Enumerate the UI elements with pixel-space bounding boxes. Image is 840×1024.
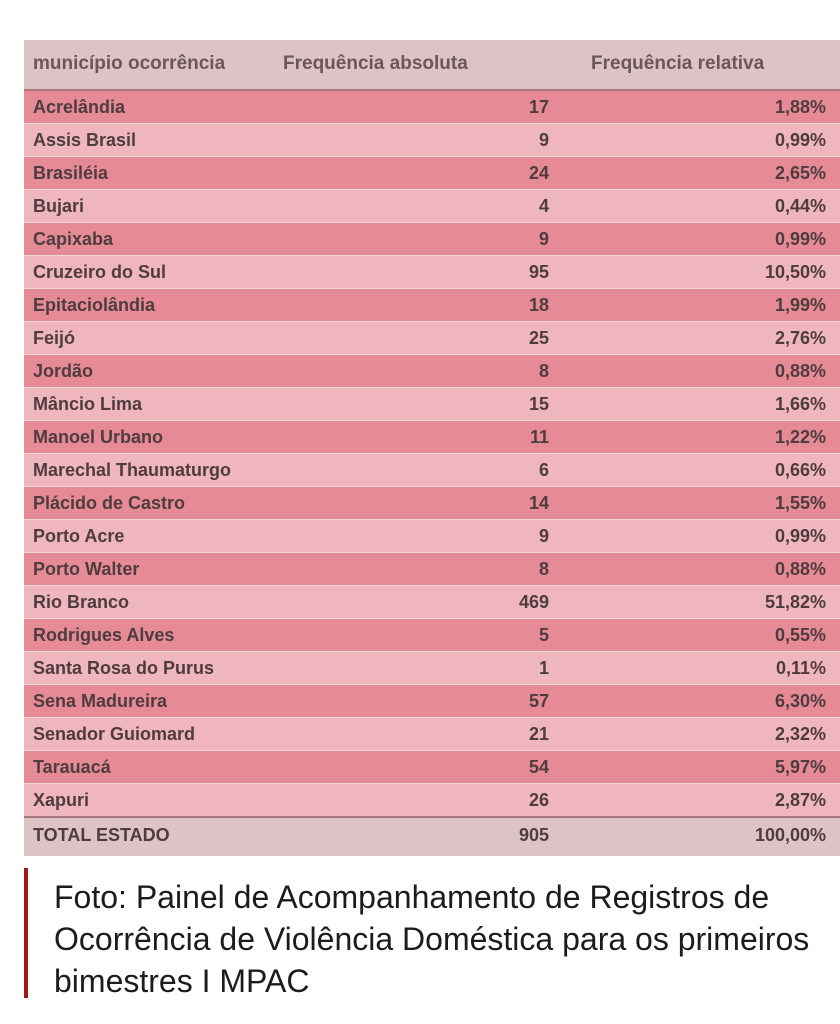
- cell-frequencia-absoluta: 95: [279, 256, 549, 289]
- cell-frequencia-relativa: 0,66%: [549, 454, 840, 487]
- cell-frequencia-absoluta: 1: [279, 652, 549, 685]
- cell-frequencia-relativa: 1,55%: [549, 487, 840, 520]
- table-row: [24, 619, 840, 652]
- table-row: [24, 157, 840, 190]
- header-municipio[interactable]: município ocorrência: [24, 40, 279, 90]
- cell-frequencia-absoluta: 17: [279, 90, 549, 124]
- table-row: [24, 90, 840, 124]
- cell-frequencia-absoluta: 9: [279, 520, 549, 553]
- table-row: [24, 388, 840, 421]
- table-row: [24, 124, 840, 157]
- cell-municipio: Manoel Urbano: [24, 421, 279, 454]
- cell-municipio: Assis Brasil: [24, 124, 279, 157]
- cell-frequencia-absoluta: 26: [279, 784, 549, 818]
- cell-municipio: Acrelândia: [24, 90, 279, 124]
- cell-frequencia-relativa: 0,44%: [549, 190, 840, 223]
- municipality-table: [24, 40, 840, 853]
- table-row: [24, 586, 840, 619]
- table-row: [24, 223, 840, 256]
- cell-municipio: Plácido de Castro: [24, 487, 279, 520]
- cell-frequencia-relativa: 2,32%: [549, 718, 840, 751]
- cell-frequencia-absoluta: 24: [279, 157, 549, 190]
- cell-frequencia-absoluta: 9: [279, 223, 549, 256]
- cell-frequencia-relativa: 0,99%: [549, 124, 840, 157]
- cell-municipio: Santa Rosa do Purus: [24, 652, 279, 685]
- cell-frequencia-relativa: 0,55%: [549, 619, 840, 652]
- cell-municipio: Brasiléia: [24, 157, 279, 190]
- cell-frequencia-relativa: 1,88%: [549, 90, 840, 124]
- cell-frequencia-absoluta: 11: [279, 421, 549, 454]
- cell-frequencia-absoluta: 54: [279, 751, 549, 784]
- cell-municipio: Cruzeiro do Sul: [24, 256, 279, 289]
- table-body: [24, 90, 840, 817]
- cell-municipio: Xapuri: [24, 784, 279, 818]
- cell-frequencia-relativa: 6,30%: [549, 685, 840, 718]
- cell-municipio: Porto Walter: [24, 553, 279, 586]
- cell-frequencia-relativa: 10,50%: [549, 256, 840, 289]
- table-row: [24, 454, 840, 487]
- cell-frequencia-relativa: 2,65%: [549, 157, 840, 190]
- cell-frequencia-relativa: 5,97%: [549, 751, 840, 784]
- cell-frequencia-absoluta: 14: [279, 487, 549, 520]
- cell-municipio: Marechal Thaumaturgo: [24, 454, 279, 487]
- cell-municipio: Bujari: [24, 190, 279, 223]
- table-row: [24, 751, 840, 784]
- cell-municipio: Tarauacá: [24, 751, 279, 784]
- cell-frequencia-relativa: 2,76%: [549, 322, 840, 355]
- table-header-row: [24, 40, 840, 90]
- cell-frequencia-relativa: 0,88%: [549, 355, 840, 388]
- cell-municipio: Mâncio Lima: [24, 388, 279, 421]
- table-row: [24, 322, 840, 355]
- cell-frequencia-absoluta: 4: [279, 190, 549, 223]
- table-row: [24, 784, 840, 818]
- table-row: [24, 685, 840, 718]
- table-row: [24, 520, 840, 553]
- table-row: [24, 652, 840, 685]
- cell-frequencia-relativa: 0,99%: [549, 520, 840, 553]
- header-frequencia-relativa[interactable]: Frequência relativa: [549, 40, 840, 90]
- table-row: [24, 421, 840, 454]
- cell-frequencia-relativa: 0,99%: [549, 223, 840, 256]
- cell-frequencia-absoluta: 9: [279, 124, 549, 157]
- total-relativa: 100,00%: [549, 817, 840, 853]
- total-label: TOTAL ESTADO: [24, 817, 279, 853]
- data-table-panel: [24, 40, 840, 856]
- table-row: [24, 487, 840, 520]
- header-frequencia-absoluta[interactable]: Frequência absoluta: [279, 40, 549, 90]
- cell-frequencia-relativa: 51,82%: [549, 586, 840, 619]
- cell-frequencia-absoluta: 8: [279, 355, 549, 388]
- cell-frequencia-absoluta: 15: [279, 388, 549, 421]
- caption-text: Foto: Painel de Acompanhamento de Registros de Ocorrência de Violência Doméstica para os primeiros bimestres I MPAC: [54, 879, 810, 999]
- cell-frequencia-relativa: 0,88%: [549, 553, 840, 586]
- cell-municipio: Feijó: [24, 322, 279, 355]
- cell-frequencia-relativa: 1,22%: [549, 421, 840, 454]
- cell-municipio: Senador Guiomard: [24, 718, 279, 751]
- table-row: [24, 256, 840, 289]
- cell-frequencia-absoluta: 5: [279, 619, 549, 652]
- cell-frequencia-absoluta: 57: [279, 685, 549, 718]
- cell-municipio: Rio Branco: [24, 586, 279, 619]
- cell-frequencia-absoluta: 469: [279, 586, 549, 619]
- cell-municipio: Epitaciolândia: [24, 289, 279, 322]
- cell-municipio: Rodrigues Alves: [24, 619, 279, 652]
- table-row: [24, 718, 840, 751]
- table-row: [24, 355, 840, 388]
- cell-municipio: Jordão: [24, 355, 279, 388]
- cell-frequencia-absoluta: 8: [279, 553, 549, 586]
- table-row: [24, 190, 840, 223]
- cell-frequencia-absoluta: 25: [279, 322, 549, 355]
- cell-municipio: Porto Acre: [24, 520, 279, 553]
- cell-frequencia-relativa: 1,66%: [549, 388, 840, 421]
- cell-frequencia-absoluta: 21: [279, 718, 549, 751]
- table-row: [24, 289, 840, 322]
- total-row: [24, 817, 840, 853]
- cell-frequencia-relativa: 2,87%: [549, 784, 840, 818]
- cell-municipio: Sena Madureira: [24, 685, 279, 718]
- cell-frequencia-relativa: 1,99%: [549, 289, 840, 322]
- cell-frequencia-absoluta: 18: [279, 289, 549, 322]
- cell-frequencia-absoluta: 6: [279, 454, 549, 487]
- cell-municipio: Capixaba: [24, 223, 279, 256]
- cell-frequencia-relativa: 0,11%: [549, 652, 840, 685]
- total-absoluta: 905: [279, 817, 549, 853]
- table-row: [24, 553, 840, 586]
- photo-caption: [24, 868, 828, 998]
